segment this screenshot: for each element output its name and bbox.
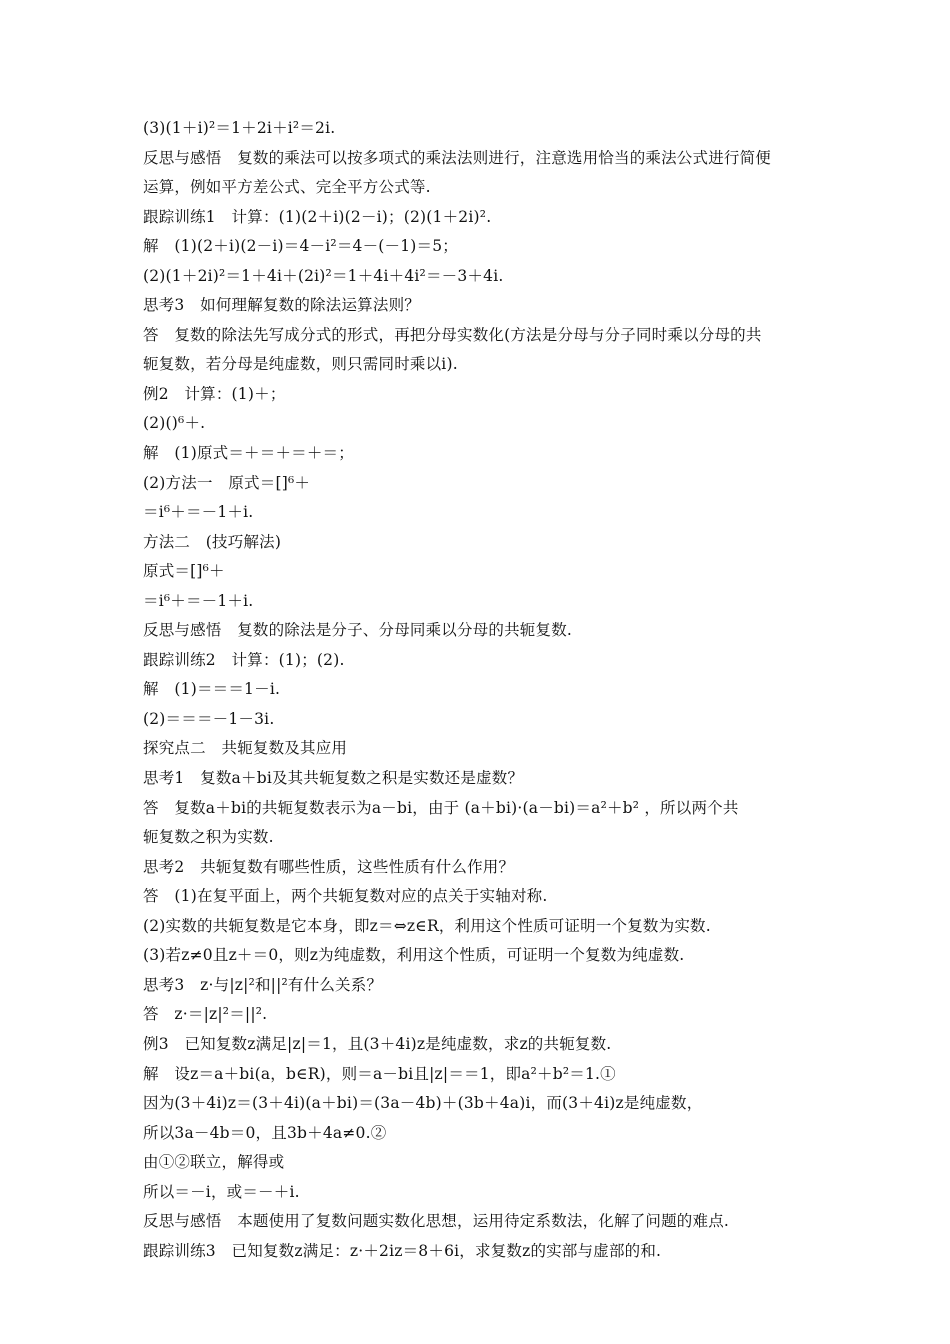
- text-line: 方法二 (技巧解法): [143, 532, 282, 551]
- text-line: 答 复数的除法先写成分式的形式，再把分母实数化(方法是分母与分子同时乘以分母的共: [143, 325, 762, 344]
- text-line: 轭复数之积为实数.: [143, 828, 274, 847]
- text-line: (2)方法一 原式＝[]⁶＋: [143, 473, 311, 492]
- text-line: (3)若z≠0且z＋＝0，则z为纯虚数，利用这个性质，可证明一个复数为纯虚数.: [143, 946, 685, 965]
- document-body: [143, 114, 823, 1266]
- text-line: 由①②联立，解得或: [143, 1153, 285, 1172]
- text-line: 答 复数a＋bi的共轭复数表示为a－bi，由于 (a＋bi)·(a－bi)＝a²＋b² ，所以两个共: [143, 798, 739, 817]
- text-line: 解 设z＝a＋bi(a，b∈R)，则＝a－bi且|z|＝＝1，即a²＋b²＝1.①: [143, 1064, 616, 1083]
- text-line: (2)(1＋2i)²＝1＋4i＋(2i)²＝1＋4i＋4i²＝－3＋4i.: [143, 266, 504, 285]
- text-line: 跟踪训练3 已知复数z满足：z·＋2iz＝8＋6i，求复数z的实部与虚部的和.: [143, 1241, 662, 1260]
- text-line: 例3 已知复数z满足|z|＝1，且(3＋4i)z是纯虚数，求z的共轭复数.: [143, 1034, 612, 1053]
- text-line: 跟踪训练2 计算：(1)；(2).: [143, 650, 345, 669]
- text-line: (2)实数的共轭复数是它本身，即z＝⇔z∈R，利用这个性质可证明一个复数为实数.: [143, 916, 711, 935]
- text-line: 运算，例如平方差公式、完全平方公式等.: [143, 178, 431, 197]
- text-line: 例2 计算：(1)＋；: [143, 384, 286, 403]
- text-line: 答 z·＝|z|²＝||².: [143, 1005, 268, 1024]
- text-line: 反思与感悟 复数的乘法可以按多项式的乘法法则进行，注意选用恰当的乘法公式进行简便: [143, 148, 772, 167]
- text-line: 所以＝－i，或＝－＋i.: [143, 1182, 300, 1201]
- text-line: 因为(3＋4i)z＝(3＋4i)(a＋bi)＝(3a－4b)＋(3b＋4a)i，而(3＋4i)z是纯虚数，: [143, 1094, 703, 1113]
- text-line: 反思与感悟 复数的除法是分子、分母同乘以分母的共轭复数.: [143, 621, 573, 640]
- text-line: (2)()⁶＋.: [143, 414, 206, 433]
- text-line: 解 (1)原式＝＋＝＋＝＋＝；: [143, 444, 354, 463]
- text-line: 思考2 共轭复数有哪些性质，这些性质有什么作用？: [143, 857, 515, 876]
- text-line: 轭复数，若分母是纯虚数，则只需同时乘以i).: [143, 355, 458, 374]
- text-line: 所以3a－4b＝0，且3b＋4a≠0.②: [143, 1123, 387, 1142]
- text-line: 解 (1)＝＝＝1－i.: [143, 680, 281, 699]
- text-line: ＝i⁶＋＝－1＋i.: [143, 503, 254, 522]
- text-line: 思考1 复数a＋bi及其共轭复数之积是实数还是虚数？: [143, 769, 524, 788]
- text-line: 答 (1)在复平面上，两个共轭复数对应的点关于实轴对称.: [143, 887, 548, 906]
- text-line: 跟踪训练1 计算：(1)(2＋i)(2－i)；(2)(1＋2i)².: [143, 207, 492, 226]
- text-line: (2)＝＝＝－1－3i.: [143, 709, 275, 728]
- text-line: 探究点二 共轭复数及其应用: [143, 739, 348, 758]
- text-line: 解 (1)(2＋i)(2－i)＝4－i²＝4－(－1)＝5；: [143, 237, 458, 256]
- text-line: ＝i⁶＋＝－1＋i.: [143, 591, 254, 610]
- text-line: (3)(1＋i)²＝1＋2i＋i²＝2i.: [143, 119, 336, 137]
- text-line: 思考3 z·与|z|²和||²有什么关系？: [143, 975, 383, 994]
- text-line: 反思与感悟 本题使用了复数问题实数化思想，运用待定系数法，化解了问题的难点.: [143, 1212, 730, 1231]
- text-line: 原式＝[]⁶＋: [143, 562, 225, 581]
- text-line: 思考3 如何理解复数的除法运算法则？: [143, 296, 420, 315]
